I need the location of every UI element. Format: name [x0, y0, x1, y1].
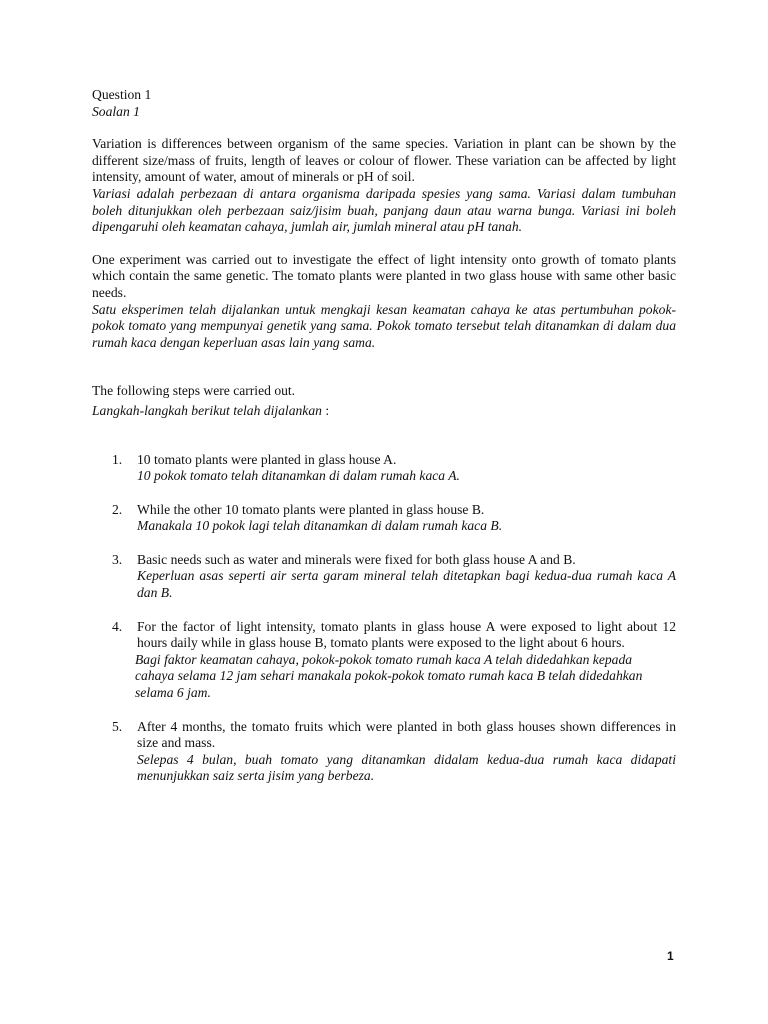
list-item: [92, 552, 676, 602]
list-item: [92, 452, 676, 485]
step-text-malay: Manakala 10 pokok lagi telah ditanamkan di dalam rumah kaca B.: [137, 518, 503, 534]
step-number: 4.: [112, 618, 123, 634]
step-text: 10 tomato plants were planted in glass house A.: [137, 451, 397, 467]
page-number: 1: [667, 949, 674, 963]
steps-intro: The following steps were carried out.: [92, 383, 296, 399]
experiment-paragraph: One experiment was carried out to investigate the effect of light intensity onto growth of tomato plants which contain the same genetic. The tomato plants were planted in two glass house with same other basic needs.: [92, 251, 676, 300]
document-page: [92, 87, 676, 802]
intro-paragraph: Variation is differences between organism of the same species. Variation in plant can be shown by the different size/mass of fruits, length of leaves or colour of flower. These variation can be affected by light intensity, amount of water, amout of minerals or pH of soil.: [92, 136, 676, 185]
step-text-malay: Keperluan asas seperti air serta garam mineral telah ditetapkan bagi kedua-dua rumah kaca A dan B.: [137, 568, 676, 601]
steps-intro-malay: [92, 403, 676, 420]
question-title: Question 1: [92, 87, 152, 102]
step-number: 5.: [112, 718, 123, 734]
step-text: For the factor of light intensity, tomato plants in glass house A were exposed to light about 12 hours daily while in glass house B, tomato plants were exposed to the light about 6 hours.: [137, 618, 676, 651]
list-item: [92, 619, 676, 702]
step-text: After 4 months, the tomato fruits which were planted in both glass houses shown differences in size and mass.: [137, 718, 676, 751]
step-text: While the other 10 tomato plants were planted in glass house B.: [137, 501, 485, 517]
step-text-malay: Selepas 4 bulan, buah tomato yang ditanamkan didalam kedua-dua rumah kaca didapati menunjukkan saiz serta jisim yang berbeza.: [137, 751, 676, 784]
step-number: 1.: [112, 451, 123, 467]
step-number: 2.: [112, 501, 123, 517]
step-text-malay: 10 pokok tomato telah ditanamkan di dalam rumah kaca A.: [137, 468, 460, 484]
question-title-malay: Soalan 1: [92, 103, 140, 119]
list-item: [92, 502, 676, 535]
steps-intro-malay-text: Langkah-langkah berikut telah dijalankan: [92, 402, 322, 418]
steps-intro-colon: :: [321, 402, 330, 418]
experiment-paragraph-malay: Satu eksperimen telah dijalankan untuk mengkaji kesan keamatan cahaya ke atas pertumbuhan pokok-pokok tomato yang mempunyai genetik yang sama. Pokok tomato tersebut telah ditanamkan di dalam dua rumah kaca dengan keperluan asas lain yang sama.: [92, 301, 676, 350]
step-text: Basic needs such as water and minerals were fixed for both glass house A and B.: [137, 551, 576, 567]
step-text-malay: Bagi faktor keamatan cahaya, pokok-pokok tomato rumah kaca A telah didedahkan kepada cahaya selama 12 jam sehari manakala pokok-pokok tomato rumah kaca B telah didedahkan selama 6 jam.: [135, 651, 643, 701]
intro-paragraph-malay: Variasi adalah perbezaan di antara organisma daripada spesies yang sama. Variasi dalam tumbuhan boleh ditunjukkan oleh perbezaan saiz/jisim buah, panjang daun atau warna bunga. Variasi ini boleh dipengaruhi oleh keamatan cahaya, jumlah air, jumlah mineral atau pH tanah.: [92, 185, 676, 235]
list-item: [92, 719, 676, 785]
step-number: 3.: [112, 551, 123, 567]
steps-list: [92, 452, 676, 786]
